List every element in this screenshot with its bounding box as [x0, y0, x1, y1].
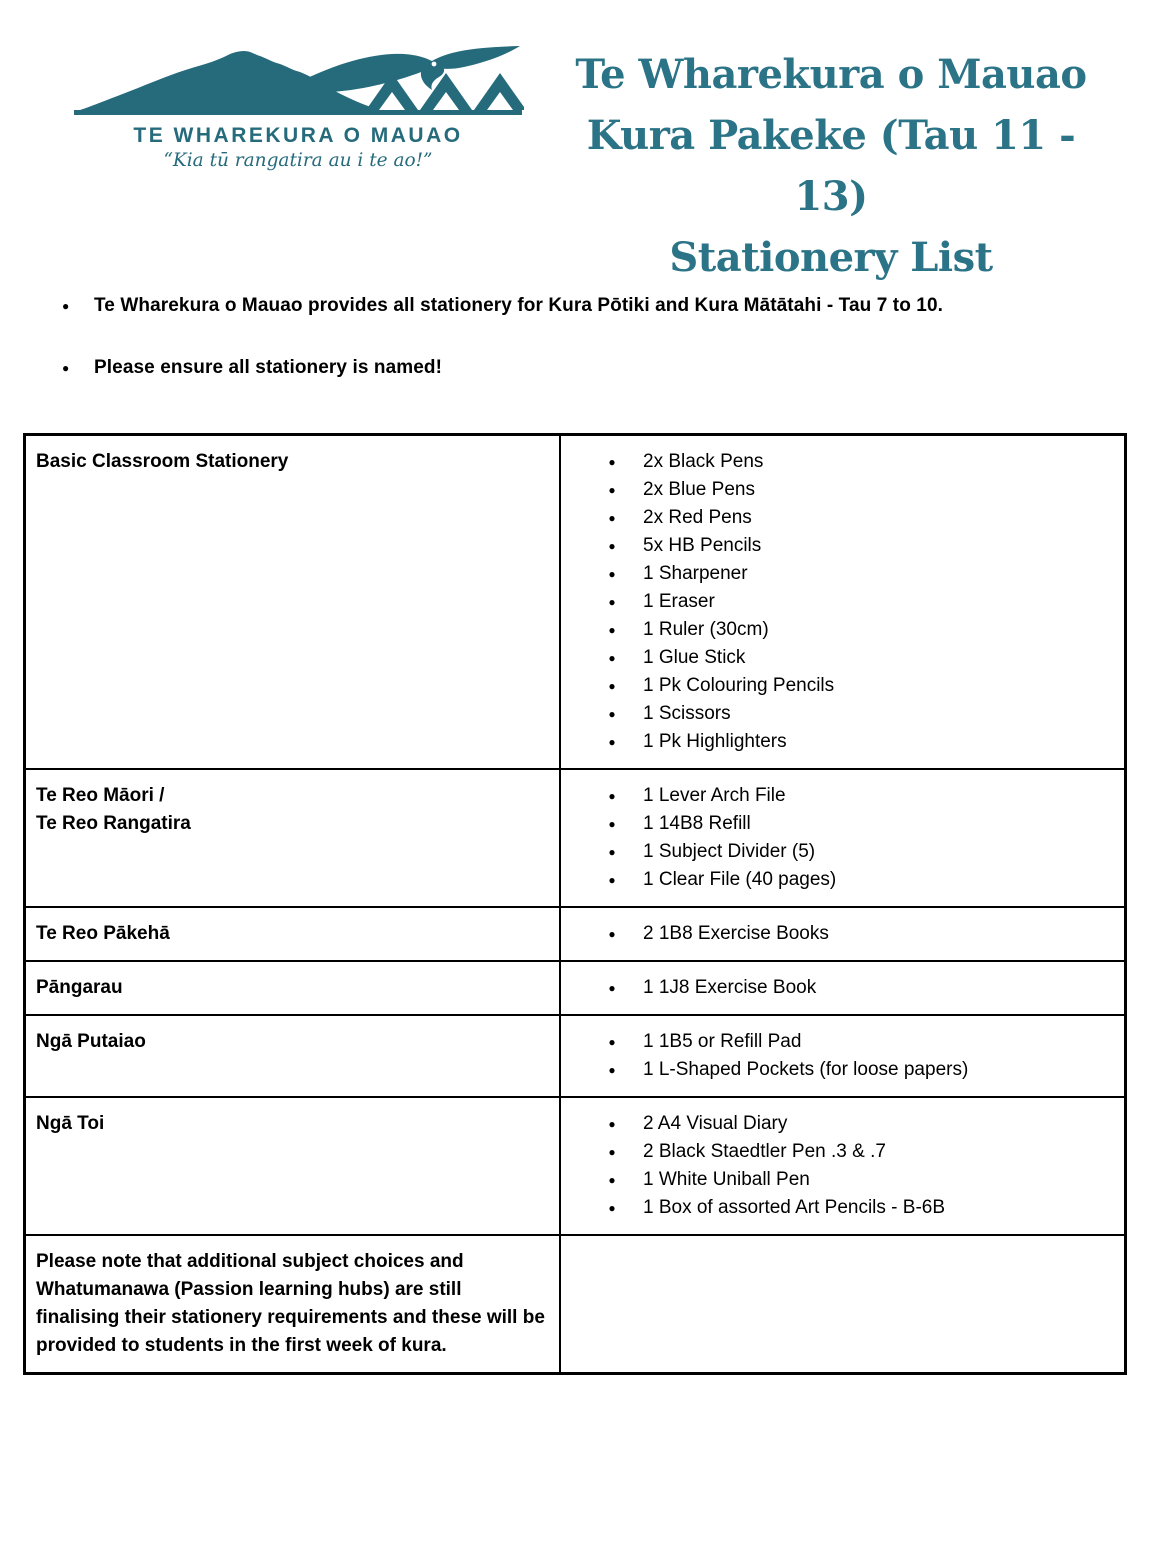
item-text: 1 Subject Divider (5) — [643, 841, 816, 862]
document-title — [548, 44, 1114, 288]
items-cell — [559, 1098, 1124, 1234]
stationery-item — [605, 644, 1114, 672]
bullet-icon: ● — [608, 679, 616, 693]
item-text: 1 Lever Arch File — [643, 785, 786, 806]
bullet-icon: ● — [608, 1201, 616, 1215]
category-cell — [26, 1016, 559, 1096]
item-text: 1 Scissors — [643, 703, 731, 724]
bullet-icon: ● — [608, 539, 616, 553]
items-cell — [559, 436, 1124, 768]
category-label: Te Reo Māori / — [36, 785, 165, 806]
logo-motto: “Kia tū rangatira au i te ao!” — [163, 150, 433, 171]
stationery-item — [605, 700, 1114, 728]
bullet-icon: ● — [608, 873, 616, 887]
intro-notes — [62, 294, 1117, 418]
category-label: Te Reo Rangatira — [36, 813, 191, 834]
table-row — [26, 960, 1124, 1014]
table-row — [26, 1014, 1124, 1096]
title-line-2: Kura Pakeke (Tau 11 - 13) — [586, 112, 1076, 220]
stationery-item — [605, 672, 1114, 700]
stationery-table — [23, 433, 1127, 1375]
item-text: 2x Red Pens — [643, 507, 752, 528]
item-text: 1 Box of assorted Art Pencils - B-6B — [643, 1197, 946, 1218]
item-text: 2 Black Staedtler Pen .3 & .7 — [643, 1141, 886, 1162]
items-cell — [559, 1016, 1124, 1096]
category-cell — [26, 770, 559, 906]
stationery-item — [605, 560, 1114, 588]
item-text: 5x HB Pencils — [643, 535, 762, 556]
bullet-icon: ● — [608, 789, 616, 803]
item-text: 1 Ruler (30cm) — [643, 619, 769, 640]
category-label: Te Reo Pākehā — [36, 923, 170, 944]
item-text: 1 14B8 Refill — [643, 813, 751, 834]
category-label: Ngā Toi — [36, 1113, 105, 1134]
table-row — [26, 1096, 1124, 1234]
table-row — [26, 906, 1124, 960]
bullet-icon: ● — [608, 595, 616, 609]
item-text: 1 Pk Highlighters — [643, 731, 787, 752]
bullet-icon: ● — [62, 299, 70, 313]
category-cell — [26, 1236, 559, 1372]
bullet-icon: ● — [608, 651, 616, 665]
stationery-item — [605, 448, 1114, 476]
stationery-item — [605, 616, 1114, 644]
stationery-item — [605, 838, 1114, 866]
category-cell — [26, 962, 559, 1014]
stationery-item — [605, 782, 1114, 810]
item-text: 1 Eraser — [643, 591, 715, 612]
category-cell — [26, 436, 559, 768]
stationery-item — [605, 1138, 1114, 1166]
item-text: 2 1B8 Exercise Books — [643, 923, 829, 944]
item-text: 1 Sharpener — [643, 563, 748, 584]
baseline-bar — [74, 110, 522, 115]
bullet-icon: ● — [608, 567, 616, 581]
bullet-icon: ● — [608, 511, 616, 525]
stationery-item — [605, 504, 1114, 532]
stationery-item — [605, 588, 1114, 616]
bullet-icon: ● — [608, 1035, 616, 1049]
item-text: 1 Pk Colouring Pencils — [643, 675, 835, 696]
category-cell — [26, 908, 559, 960]
item-text: 1 Clear File (40 pages) — [643, 869, 837, 890]
bullet-icon: ● — [62, 361, 70, 375]
bullet-icon: ● — [608, 1117, 616, 1131]
intro-note-text: Te Wharekura o Mauao provides all stationery for Kura Pōtiki and Kura Mātātahi - Tau 7 to 10. — [94, 295, 943, 316]
bullet-icon: ● — [608, 817, 616, 831]
category-label: Pāngarau — [36, 977, 123, 998]
item-text: 1 1J8 Exercise Book — [643, 977, 817, 998]
item-text: 1 White Uniball Pen — [643, 1169, 810, 1190]
item-text: 2x Blue Pens — [643, 479, 755, 500]
bullet-icon: ● — [608, 1173, 616, 1187]
item-text: 2 A4 Visual Diary — [643, 1113, 788, 1134]
intro-note — [62, 356, 1117, 380]
stationery-item — [605, 1028, 1114, 1056]
stationery-item — [605, 532, 1114, 560]
logo-graphic — [72, 44, 524, 120]
table-row — [26, 1234, 1124, 1372]
category-cell — [26, 1098, 559, 1234]
stationery-item — [605, 476, 1114, 504]
school-logo — [72, 44, 524, 171]
table-row — [26, 768, 1124, 906]
item-text: 1 1B5 or Refill Pad — [643, 1031, 802, 1052]
bullet-icon: ● — [608, 455, 616, 469]
category-label: Please note that additional subject choices and Whatumanawa (Passion learning hubs) are still finalising their stationery requirements and these will be provided to students in the first week of kura. — [36, 1251, 545, 1356]
item-text: 1 Glue Stick — [643, 647, 746, 668]
bird-icon — [287, 46, 520, 92]
title-line-3: Stationery List — [669, 234, 993, 281]
stationery-item — [605, 728, 1114, 756]
category-label: Ngā Putaiao — [36, 1031, 146, 1052]
category-label: Basic Classroom Stationery — [36, 451, 289, 472]
items-cell — [559, 908, 1124, 960]
stationery-item — [605, 1110, 1114, 1138]
stationery-item — [605, 1166, 1114, 1194]
bullet-icon: ● — [608, 1145, 616, 1159]
stationery-item — [605, 920, 1114, 948]
table-row — [26, 436, 1124, 768]
items-cell — [559, 770, 1124, 906]
logo-school-name: TE WHAREKURA O MAUAO — [133, 124, 463, 147]
stationery-item — [605, 866, 1114, 894]
bullet-icon: ● — [608, 623, 616, 637]
intro-note — [62, 294, 1117, 318]
bullet-icon: ● — [608, 927, 616, 941]
bullet-icon: ● — [608, 1063, 616, 1077]
stationery-item — [605, 1056, 1114, 1084]
stationery-item — [605, 974, 1114, 1002]
stationery-item — [605, 810, 1114, 838]
bullet-icon: ● — [608, 845, 616, 859]
item-text: 1 L-Shaped Pockets (for loose papers) — [643, 1059, 969, 1080]
stationery-item — [605, 1194, 1114, 1222]
items-cell — [559, 1236, 1124, 1372]
item-text: 2x Black Pens — [643, 451, 764, 472]
bullet-icon: ● — [608, 735, 616, 749]
title-line-1: Te Wharekura o Mauao — [575, 51, 1087, 98]
bullet-icon: ● — [608, 483, 616, 497]
intro-note-text: Please ensure all stationery is named! — [94, 357, 443, 378]
bullet-icon: ● — [608, 981, 616, 995]
items-cell — [559, 962, 1124, 1014]
bullet-icon: ● — [608, 707, 616, 721]
